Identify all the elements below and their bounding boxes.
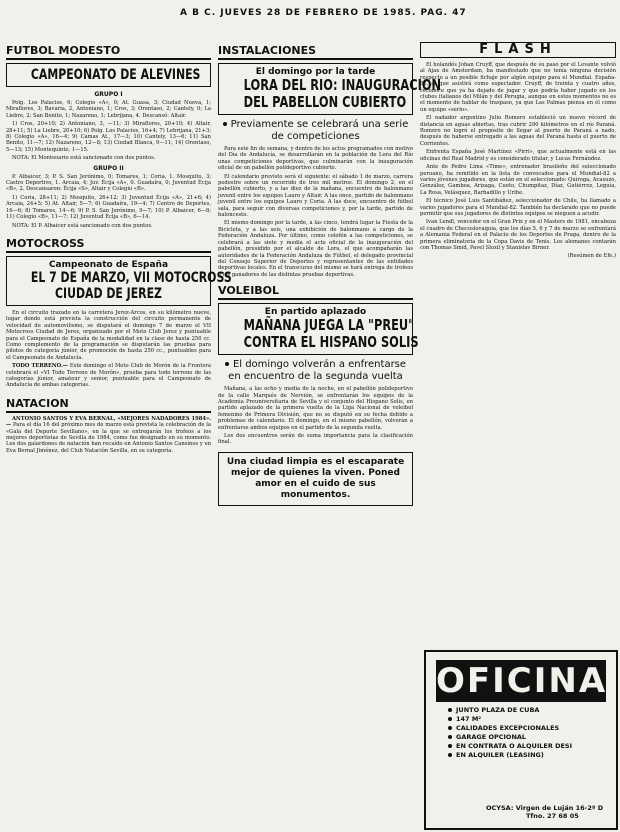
headline-alevines: CAMPEONATO DE ALEVINES — [30, 67, 201, 83]
bullet-icon — [448, 744, 452, 748]
ad-line: EN ALQUILER (LEASING) — [448, 751, 616, 759]
column-middle — [218, 42, 442, 832]
grupo-2-note: NOTA: El P. Albaicer está sancionado con dos puntos. — [12, 222, 153, 229]
grupo-2-table: 1) Coria, 28+11; 2) Mosquito, 26+12; 3) Juventud Écija «A», 21+6; 4) Arcaia, 24+5; 5) At. Altair, 5—7; 6) Guadaíra, 19—4; 7) Centro de Deportes, 16—6; 8) Tomares, 14—6; 9) P. S. San Jerónimo, 9—7; 10) P. Albaicer, 6—8; 11) Colegio «B», 11—7; 12) Juventud Écija «B», 6—14. — [6, 194, 211, 221]
lora-p3: El mismo domingo por la tarde, a las cinco, tendrá lugar la Fiesta de la Bicicleta, y a las seis, una exhibición de balonmano a cargo de la Federación Andaluza. Por último, como colofón a las competiciones, se celebrará a las siete y media el acto oficial de la inauguración del pabellón, presidido por el alcalde de Lora, el que acompañarán las autoridades de la Federación Andaluza de Fútbol, el delegado provincial del Consejo Superior de Deportes y representantes de las entidades deportivas locales. En el transcurso del mismo se hará entrega de trofeos a los ganadores de las distintas pruebas deportivas. — [218, 220, 413, 278]
voleibol-p2: Los dos encuentros serán de suma importancia para la clasificación final. — [218, 432, 413, 446]
section-motocross: MOTOCROSS — [6, 237, 211, 253]
headline-box-voleibol — [218, 303, 419, 355]
flash-item: Ante de Pedro Lima «Time», entrenador brasileño del seleccionado peruano, ha remitido en la lista de convocados para el Mundial-82 a varios jóvenes jugadores, que están en el seleccionado: Quiroga, Acasuzo, González, Gamboa, Arizaga, Cueto, Chumpitaz, Díaz, Gutiérrez, Leguía, La Rosa, Velásquez, Barbadillo y Uribe. — [420, 164, 616, 196]
todo-terreno-lead: TODO TERRENO.— — [12, 363, 68, 370]
grupo-1-results: Polg. Los Palacios, 6; Colegio «A», 0; At. Guasa, 3; Ciudad Nueva, 1; Miraflores, 3; Bavaria, 2, Antoniano, 1; Cros, 3; Orentaso, 2; Cantely, 0; La Liebre, 2; San Benito, 1; Nazareno, 1; Lebrijana, 4. Descansó: Altair. — [6, 100, 211, 119]
flash-credit: (Resúmen de Efe.) — [567, 253, 616, 260]
ad-line: GARAGE OPCIONAL — [448, 733, 616, 741]
lora-headline-1: LORA DEL RIO: INAUGURACION — [243, 76, 442, 94]
flash-item: Enfrenta España José Martínez «Pirri», que actualmente está en las oficinas del Real Madrid y es considerado titular, y Lucas Fernández. — [420, 149, 616, 162]
oficina-ad — [424, 650, 618, 830]
page-header: A B C. JUEVES 28 DE FEBRERO DE 1985. PAG. 47 — [180, 8, 467, 18]
bullet-icon — [223, 122, 227, 126]
todo-terreno — [6, 363, 211, 389]
lora-deck — [218, 119, 413, 143]
voleibol-headline-1: MAÑANA JUEGA LA "PREU" — [243, 316, 415, 335]
headline-box-motocross — [6, 256, 232, 306]
ad-title: OFICINA — [436, 661, 608, 701]
voleibol-p1: Mañana, a las ocho y media de la noche, en el pabellón polideportivo de la calle Marqués de Nervión, se enfrentarán los equipos de la Academia Preuniversitaria de Sevilla y el conjunto del Hispano Solís, en partido aplazado de la primera vuelta de la Liga Nacional de voleibol femenino de Primera División, que no se disputó en su fecha debido a problemas de calendario. El domingo, en el mismo pabellón, volverán a enfrentarse ambos equipos en el partido de la segunda vuelta. — [218, 386, 413, 431]
grupo-1-note: NOTA: El Monteoario está sancionado con dos puntos. — [12, 155, 156, 162]
bullet-icon — [225, 362, 229, 366]
lora-headline-2: DEL PABELLON CUBIERTO — [243, 93, 407, 111]
section-instalaciones: INSTALACIONES — [218, 44, 413, 60]
natacion-body — [6, 416, 211, 454]
grupo-2-results: P. Albaicer, 3; P. S. San Jerónimo, 0; Tomares, 1; Coria, 1. Mosquito, 3; Castro Deportivo, 1. Arcaia, 4; Juv. Écija «A», 0. Guadaíra, 0; Juventud Écija «B», 2. Descansaron: Écija «S», Altair y Colegio «B». — [6, 173, 211, 193]
grupo-1-label: GRUPO I — [94, 91, 123, 98]
section-futbol: FUTBOL MODESTO — [6, 44, 211, 60]
bullet-icon — [448, 726, 452, 730]
motocross-body: En el circuito trazado en la carretera Jerez-Arcos, en su kilómetro nueve, lugar donde está prevista la construcción del circuito permanente de velocidad de automovilismo, se disputará el domingo 7 de marzo el VII Motocross Ciudad de Jerez, organizado por el Moto Club Jerez y puntuable para el Campeonato de España de la modalidad en la clase de hasta 250 cc. Como complemento de la programación se disputarán las pruebas para pilotos de categoría júnior, de promoción de hasta 250 cc., puntuables para el Campeonato de Andalucía. — [6, 309, 211, 361]
headline-box-lora — [218, 63, 442, 115]
bullet-icon — [448, 753, 452, 757]
grupo-2-label: GRUPO II — [93, 164, 124, 172]
lora-p2: El calendario previsto será el siguiente: el sábado 1 de marzo, carrera pedestre sobre un recorrido de tres mil metros. El domingo 2, en el pabellón cubierto, y a las diez de la mañana, encuentro de balonmano juvenil entre los equipos Lauro y Altair. A las once, partido de balonmano juvenil entre los equipos Lauro y Coria. A las doce, encuentro de fútbol sala, para seguir con diversas competiciones y, por la tarde, partido de baloncesto. — [218, 173, 413, 219]
ad-line: CALIDADES EXCEPCIONALES — [448, 724, 616, 732]
flash-item: El holandés Johan Cruyff, que después de su paso por el Levante volvió al Ajax de Amsterdam, ha manifestado que no tenía ninguna decisión respecto a un posible fichaje por algún equipo para el Mundial. España-82, al que asistirá como espectador. Cruyff, de treinta y cuatro años, reconoce que ya ha dejado de jugar y que podría haber jugado en los clubes italianos del Milán y del Perugia, aunque en estos momentos no es el momento de hablar de traspaso, ya que Las Palmas piensa en él como un equipo «serio». — [420, 62, 616, 113]
section-voleibol: VOLEIBOL — [218, 284, 413, 300]
ad-contact — [486, 804, 603, 820]
bullet-icon — [448, 708, 452, 712]
lora-p1: Para este fin de semana, y dentro de los actos programados con motivo del Día de Andalucía, se desarrollarán en la población de Lora del Río unas competiciones deportivas, que culminarán con la inauguración oficial de un pabellón polideportivo cubierto. — [218, 146, 413, 172]
ad-line: 147 M² — [448, 715, 616, 723]
natacion-text: Para el día 16 del próximo mes de marzo está prevista la celebración de la «Gala del Deporte Sevillano», en la que se entregarán los trofeos a los mejores deportistas de Sevilla de 1984, como fue designado en su momento. Los dos galardones de natación han recaído en Antonio Santos Cansinos y en Eva Bernal Jiménez, del Club Natación Sevilla, en su categoría. — [6, 422, 211, 454]
lora-deck-text: Previamente se celebrará una serie de competiciones — [230, 119, 409, 142]
ad-address: OCYSA: Virgen de Luján 16-2º D — [486, 804, 604, 812]
grupo-1-table: 1) Cros, 20+10; 2) Antoniano, 3, —11; 3) Miraflores, 20+10; 4) Altair, 28+11; 5) La Liebre, 20+10; 6) Polg. Los Palacios, 16+4; 7) Lebrijana, 21+3; 8) Colegio «A», 16—4; 9) Camas At., 17—3; 10) Cantely, 13—6; 11) San Benito, 11—7; 12) Nazareno, 12—8; 13) Ciudad Blanca, 9—11; 14) Orentaso, 5—13; 15) Montequinto, 1—15. — [6, 121, 211, 153]
ad-line: JUNTO PLAZA DE CUBA — [448, 706, 616, 714]
voleibol-kicker: En partido aplazado — [264, 307, 367, 318]
ad-phone: Tfno. 27 68 05 — [526, 812, 579, 820]
voleibol-headline-2: CONTRA EL HISPANO SOLIS — [243, 333, 419, 352]
motocross-headline-1: EL 7 DE MARZO, VII MOTOCROSS — [30, 269, 232, 286]
column-left — [6, 42, 232, 832]
motocross-kicker: Campeonato de España — [48, 259, 169, 270]
flash-item: Ivan Lendl, vencedor en el Gran Prix y en el Masters de 1981, encabeza el cuadro de Checoslovaquia, que los días 5, 6 y 7 de marzo se enfrentará a Alemania Federal en el Palacio de los Deportes de Praga, dentro de la primera eliminatoria de la Copa Davis de Tenis. Los alemanes contarán con Thomas Smid, Pavel Slozil y Stanislav Birner. — [420, 219, 616, 251]
todo-terreno-body: Este domingo el Moto Club de Morón de la Frontera celebrará el «VI Todo Terreno de Morón», prueba para todo terreno de las categorías júnior, amateur y senior, puntuable para el Campeonato de Andalucía de ambas categorías. — [6, 363, 211, 389]
flash-item: El nadador argentino Julio Romero estableció un nuevo récord de distancia en aguas abiertas, tras cubrir 290 kilómetros en el río Paraná. Romero no logró el propósito de llegar al puerto de Paraná a nado, después de haberse entregado a las aguas del Paraná hasta el puerto de Corrientes. — [420, 115, 616, 147]
natacion-lead: ANTONIO SANTOS Y EVA BERNAL, «MEJORES NADADORES 1984».— — [6, 415, 211, 429]
ad-line: EN CONTRATA O ALQUILER DESI — [448, 742, 616, 750]
section-natacion: NATACION — [6, 397, 211, 413]
motocross-headline-2: CIUDAD DE JEREZ — [55, 285, 162, 302]
voleibol-deck — [218, 359, 413, 383]
ciudad-limpia-box: Una ciudad limpia es el escaparate mejor de quienes la viven. Poned amor en el cuido de sus monumentos. — [218, 452, 413, 506]
headline-box-alevines — [6, 63, 211, 87]
lora-kicker: El domingo por la tarde — [255, 67, 376, 77]
voleibol-deck-text: El domingo volverán a enfrentarse en encuentro de la segunda vuelta — [228, 359, 407, 383]
bullet-icon — [448, 735, 452, 739]
flash-title: FLASH — [420, 42, 616, 58]
flash-item: El técnico José Luis Santibáñez, seleccionador de Chile, ha llamado a varios jugadores para el Mundial-82. También ha declarado que no puede permitir que sus jugadores de distintos equipos se nieguen a acudir. — [420, 198, 616, 217]
bullet-icon — [448, 717, 452, 721]
